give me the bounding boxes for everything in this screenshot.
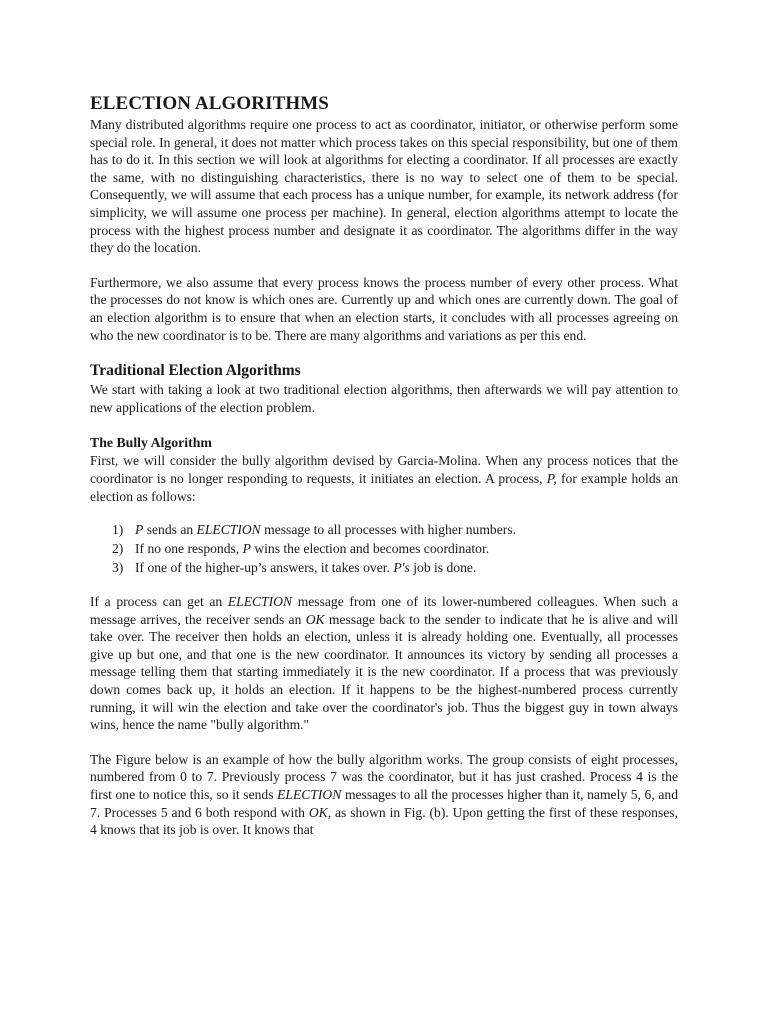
- italic-text: P's: [393, 560, 410, 576]
- text-run: If one of the higher-up’s answers, it takes over.: [135, 560, 394, 576]
- italic-text: ELECTION: [277, 787, 342, 803]
- text-run: message back to the sender to indicate that he is alive and will take over. The receiver then holds an election, unless it is already holding one. Eventually, all processes give up but one, and that one is the new coordinator. It announces its victory by sending all processes a message telling them that starting immediately it is the new coordinator. If a process that was previously down comes back up, it holds an election. If it happens to be the highest-numbered process currently running, it will win the election and take over the coordinator's job. Thus the biggest guy in town always wins, hence the name "bully algorithm.": [90, 611, 679, 733]
- italic-text: P: [242, 541, 251, 557]
- text-run: message to all processes with higher numbers.: [260, 522, 516, 538]
- list-item: [90, 539, 678, 558]
- bully-intro-paragraph: [90, 452, 678, 505]
- list-gap: [90, 577, 678, 593]
- paragraph-gap: [90, 734, 678, 751]
- assumption-paragraph: Furthermore, we also assume that every process knows the process number of every other process. What the processes do not know is which ones are. Currently up and which ones are currently down. The goal of an election algorithm is to ensure that when an election starts, it concludes with all processes agreeing on who the new coordinator is to be. There are many algorithms and variations as per this end.: [90, 274, 678, 343]
- bully-heading: The Bully Algorithm: [90, 435, 212, 451]
- italic-text: OK,: [308, 804, 332, 820]
- section-gap: [90, 416, 678, 434]
- traditional-paragraph: We start with taking a look at two traditional election algorithms, then afterwards we will pay attention to new applications of the election problem.: [90, 382, 678, 415]
- intro-paragraph: Many distributed algorithms require one process to act as coordinator, initiator, or otherwise perform some special role. In general, it does not matter which process takes on this special responsibility, but one of them has to do it. In this section we will look at algorithms for electing a coordinator. If all processes are exactly the same, with no distinguishing characteristics, there is no way to select one of them to be special. Consequently, we will assume that each process has a unique number, for example, its network address (for simplicity, we will assume one process per machine). In general, election algorithms attempt to locate the process with the highest process number and designate it as coordinator. The algorithms differ in the way they do the location.: [90, 117, 678, 256]
- page-title: ELECTION ALGORITHMS: [90, 93, 329, 114]
- italic-text: P,: [546, 470, 557, 486]
- text-run: message from one of its lower-numbered colleagues. When such a message arrives, the receiver sends an: [90, 594, 678, 627]
- italic-text: P: [135, 522, 144, 538]
- list-number: 2): [112, 541, 124, 557]
- italic-text: ELECTION: [196, 522, 261, 538]
- text-run: for example holds an election as follows:: [90, 470, 679, 504]
- section-gap: [90, 344, 678, 361]
- text-run: The Figure below is an example of how the bully algorithm works. The group consists of eight processes, numbered from 0 to 7. Previously process 7 was the coordinator, but it has just crashed. Process 4 is the first one to notice this, so it sends: [90, 751, 678, 803]
- bully-example-paragraph: [90, 751, 678, 839]
- text-run: job is done.: [409, 560, 477, 576]
- paragraph-gap: [90, 257, 678, 274]
- text-run: If a process can get an: [90, 594, 228, 610]
- italic-text: ELECTION: [227, 594, 293, 610]
- bully-steps-list: [90, 520, 678, 577]
- list-item: [90, 520, 678, 539]
- text-run: First, we will consider the bully algorithm devised by Garcia-Molina. When any process notices that the coordinator is no longer responding to requests, it initiates an election. A process,: [90, 453, 678, 486]
- text-run: messages to all the processes higher than it, namely 5, 6, and 7. Processes 5 and 6 both respond with: [90, 787, 678, 820]
- text-run: sends an: [143, 522, 197, 538]
- text-run: wins the election and becomes coordinator.: [250, 541, 490, 557]
- list-item: [90, 558, 678, 577]
- list-gap: [90, 505, 678, 520]
- list-number: 1): [112, 522, 124, 538]
- document-content: [90, 92, 678, 839]
- traditional-heading: Traditional Election Algorithms: [90, 362, 301, 380]
- text-run: If no one responds,: [135, 541, 243, 557]
- bully-mechanism-paragraph: [90, 593, 678, 734]
- text-run: as shown in Fig. (b). Upon getting the first of these responses, 4 knows that its job is over. It knows that: [90, 804, 678, 838]
- italic-text: OK: [305, 611, 325, 627]
- list-number: 3): [112, 560, 124, 576]
